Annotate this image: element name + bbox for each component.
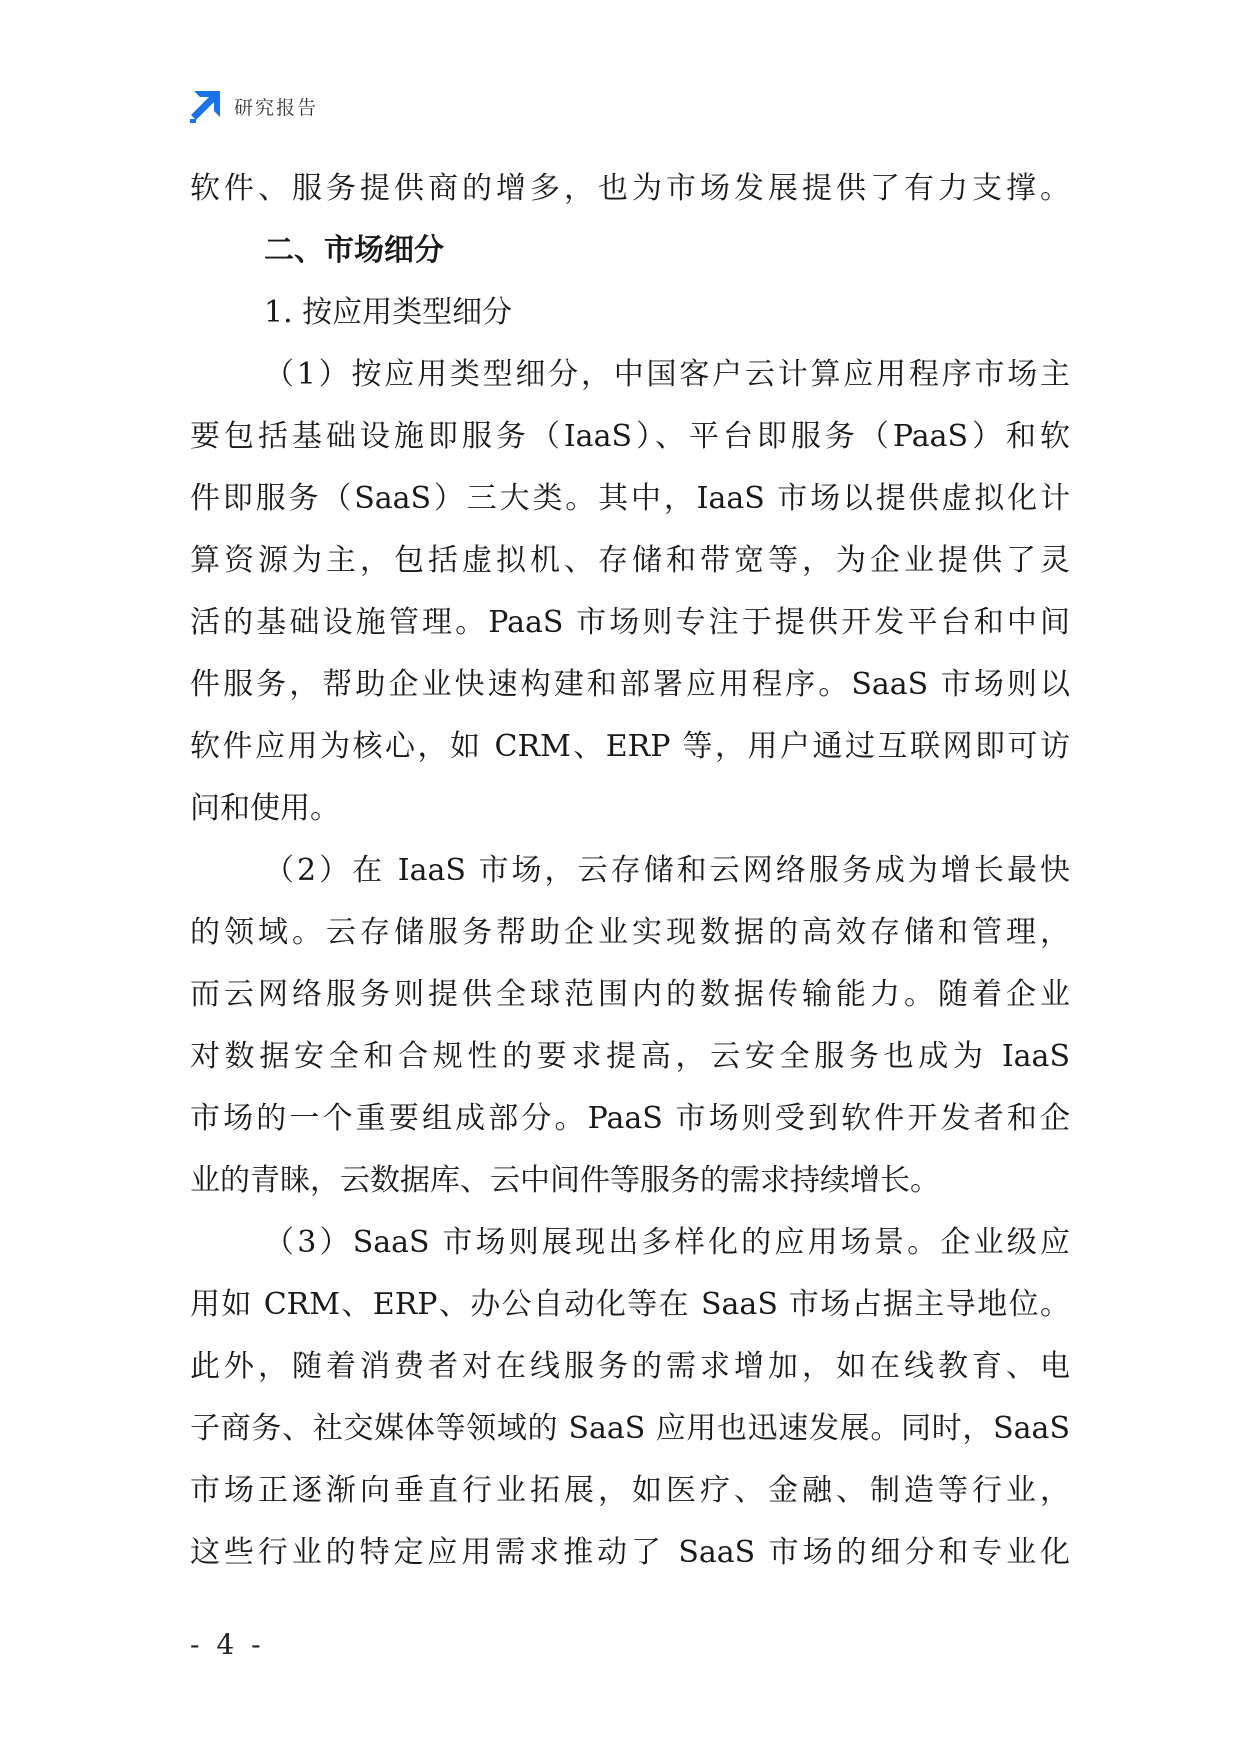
paragraph-line: 用如 CRM、ERP、办公自动化等在 SaaS 市场占据主导地位。 xyxy=(190,1287,1070,1322)
header-label: 研究报告 xyxy=(234,96,319,119)
document-body xyxy=(190,158,1070,1584)
arrow-up-right-logo-icon xyxy=(188,89,222,123)
paragraph-line: 的领域。云存储服务帮助企业实现数据的高效存储和管理， xyxy=(190,915,1070,950)
paragraph-line: 问和使用。 xyxy=(190,791,340,826)
paragraph-line: 这些行业的特定应用需求推动了 SaaS 市场的细分和专业化 xyxy=(190,1535,1070,1570)
paragraph-line: 软件、服务提供商的增多，也为市场发展提供了有力支撑。 xyxy=(190,171,1070,206)
paragraph-line: 软件应用为核心，如 CRM、ERP 等，用户通过互联网即可访 xyxy=(190,729,1070,764)
paragraph-line: 而云网络服务则提供全球范围内的数据传输能力。随着企业 xyxy=(190,977,1070,1012)
paragraph-line: （1）按应用类型细分，中国客户云计算应用程序市场主 xyxy=(264,357,1070,392)
paragraph-line: 子商务、社交媒体等领域的 SaaS 应用也迅速发展。同时，SaaS xyxy=(190,1411,1070,1446)
paragraph-line: 市场正逐渐向垂直行业拓展，如医疗、金融、制造等行业， xyxy=(190,1473,1070,1508)
page-number: - 4 - xyxy=(190,1628,265,1661)
paragraph-line: 业的青睐，云数据库、云中间件等服务的需求持续增长。 xyxy=(190,1163,940,1198)
paragraph-line: 算资源为主，包括虚拟机、存储和带宽等，为企业提供了灵 xyxy=(190,543,1070,578)
paragraph-line: 对数据安全和合规性的要求提高，云安全服务也成为 IaaS xyxy=(190,1039,1070,1074)
section-heading: 二、市场细分 xyxy=(264,233,444,268)
paragraph-line: 此外，随着消费者对在线服务的需求增加，如在线教育、电 xyxy=(190,1349,1070,1384)
paragraph-line: 活的基础设施管理。PaaS 市场则专注于提供开发平台和中间 xyxy=(190,605,1070,640)
paragraph-line: （3）SaaS 市场则展现出多样化的应用场景。企业级应 xyxy=(264,1225,1070,1260)
paragraph-line: （2）在 IaaS 市场，云存储和云网络服务成为增长最快 xyxy=(264,853,1070,888)
paragraph-line: 市场的一个重要组成部分。PaaS 市场则受到软件开发者和企 xyxy=(190,1101,1070,1136)
paragraph-line: 件服务，帮助企业快速构建和部署应用程序。SaaS 市场则以 xyxy=(190,667,1070,702)
page-header xyxy=(188,88,318,124)
subsection-heading: 1. 按应用类型细分 xyxy=(264,295,513,330)
paragraph-line: 件即服务（SaaS）三大类。其中，IaaS 市场以提供虚拟化计 xyxy=(190,481,1070,516)
paragraph-line: 要包括基础设施即服务（IaaS）、平台即服务（PaaS）和软 xyxy=(190,419,1070,454)
